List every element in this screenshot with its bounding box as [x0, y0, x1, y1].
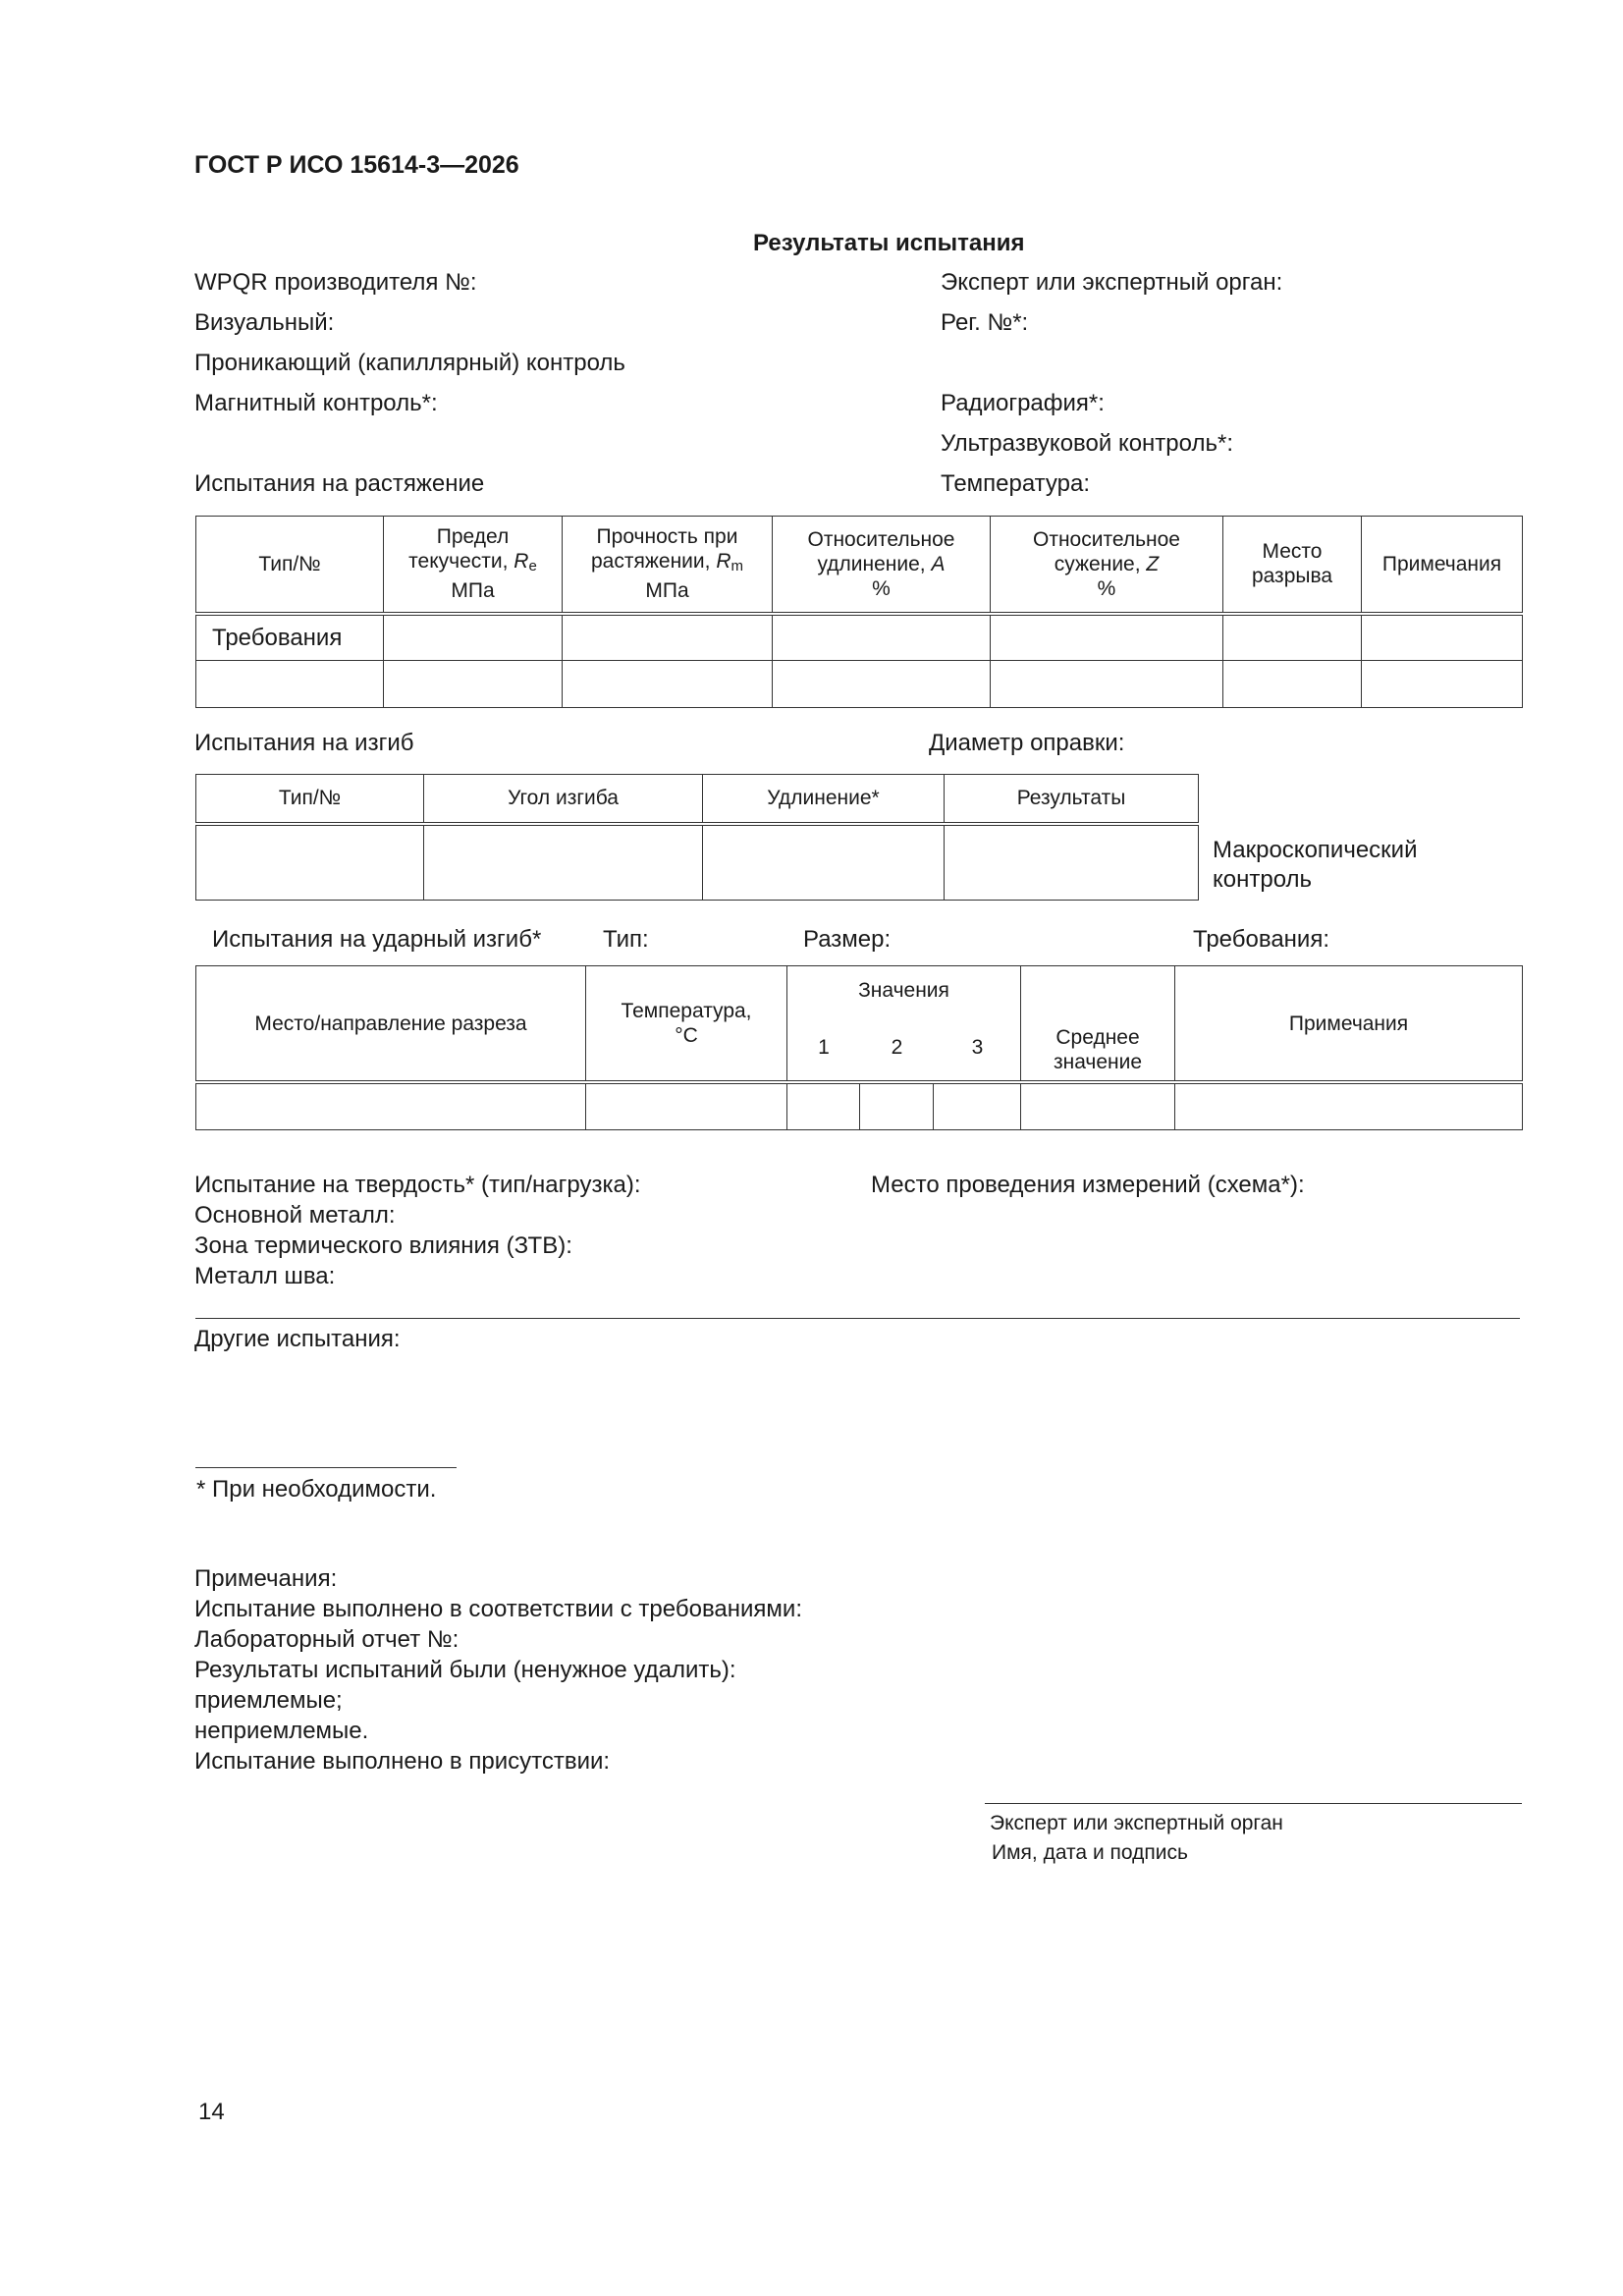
- impact-size-label: Размер:: [803, 926, 892, 953]
- table-cell[interactable]: [773, 661, 991, 708]
- section-divider: [195, 1318, 1520, 1319]
- impact-type-label: Тип:: [603, 926, 649, 953]
- bend-data-row: [196, 824, 1199, 901]
- footnote-text: * При необходимости.: [196, 1476, 437, 1503]
- impact-header-location: Место/направление разреза: [196, 966, 586, 1083]
- radiography-field-label: Радиография*:: [941, 390, 1105, 416]
- table-cell[interactable]: [196, 1082, 586, 1129]
- impact-header-average: Среднее значение: [1021, 966, 1175, 1083]
- impact-section-title: Испытания на ударный изгиб*: [212, 926, 542, 953]
- tensile-test-table: [195, 516, 1523, 708]
- ultrasonic-field-label: Ультразвуковой контроль*:: [941, 430, 1233, 457]
- macro-control-label: Макроскопический контроль: [1213, 837, 1418, 893]
- bend-section-title: Испытания на изгиб: [194, 730, 414, 756]
- table-cell[interactable]: [773, 614, 991, 661]
- signature-caption-name: Имя, дата и подпись: [992, 1841, 1188, 1864]
- impact-test-table: [195, 965, 1523, 1130]
- impact-data-row: [196, 1082, 1523, 1129]
- tensile-header-strength: Прочность при растяжении, $R_m$ МПа: [563, 517, 773, 614]
- impact-requirements-label: Требования:: [1193, 926, 1329, 953]
- value-1-label: 1: [818, 1036, 830, 1059]
- other-tests-label: Другие испытания:: [194, 1326, 401, 1352]
- table-cell[interactable]: [1021, 1082, 1175, 1129]
- table-cell[interactable]: [196, 824, 424, 901]
- hardness-section-title: Испытание на твердость* (тип/нагрузка):: [194, 1172, 641, 1198]
- table-cell[interactable]: [1223, 614, 1362, 661]
- tensile-header-type: Тип/№: [196, 517, 384, 614]
- result-unacceptable: неприемлемые.: [194, 1718, 369, 1744]
- notes-label: Примечания:: [194, 1565, 338, 1592]
- penetrant-field-label: Проникающий (капиллярный) контроль: [194, 350, 625, 376]
- signature-caption-expert: Эксперт или экспертный орган: [990, 1812, 1283, 1834]
- tensile-data-row: [196, 661, 1523, 708]
- bend-test-table: [195, 774, 1199, 901]
- table-cell[interactable]: [563, 661, 773, 708]
- table-cell[interactable]: [384, 614, 563, 661]
- bend-header-elongation: Удлинение*: [703, 775, 945, 824]
- page-title: Результаты испытания: [753, 230, 1025, 256]
- temperature-field-label: Температура:: [941, 470, 1091, 497]
- table-cell[interactable]: [934, 1082, 1021, 1129]
- results-label: Результаты испытаний были (ненужное удалить):: [194, 1657, 736, 1683]
- table-cell[interactable]: [860, 1082, 934, 1129]
- tensile-requirements-row: [196, 614, 1523, 661]
- table-cell[interactable]: [945, 824, 1199, 901]
- bend-header-type: Тип/№: [196, 775, 424, 824]
- signature-line: [985, 1803, 1522, 1804]
- table-cell[interactable]: [424, 824, 703, 901]
- base-metal-label: Основной металл:: [194, 1202, 396, 1229]
- tensile-header-yield: Предел текучести, $R_e$ МПа: [384, 517, 563, 614]
- table-cell[interactable]: [196, 661, 384, 708]
- page-number: 14: [198, 2099, 225, 2125]
- impact-header-temperature: Температура, °C: [586, 966, 787, 1083]
- visual-field-label: Визуальный:: [194, 309, 335, 336]
- table-cell[interactable]: [1175, 1082, 1523, 1129]
- tensile-section-title: Испытания на растяжение: [194, 470, 485, 497]
- reg-field-label: Рег. №*:: [941, 309, 1029, 336]
- value-3-label: 3: [971, 1036, 984, 1059]
- table-cell[interactable]: [384, 661, 563, 708]
- tensile-header-notes: Примечания: [1362, 517, 1523, 614]
- hardness-location-label: Место проведения измерений (схема*):: [871, 1172, 1305, 1198]
- magnetic-field-label: Магнитный контроль*:: [194, 390, 438, 416]
- table-cell[interactable]: [703, 824, 945, 901]
- table-cell[interactable]: [1362, 661, 1523, 708]
- impact-header-notes: Примечания: [1175, 966, 1523, 1083]
- tensile-header-fracture: Место разрыва: [1223, 517, 1362, 614]
- witness-label: Испытание выполнено в присутствии:: [194, 1748, 611, 1775]
- notes-requirements-line: Испытание выполнено в соответствии с требованиями:: [194, 1596, 802, 1622]
- expert-field-label: Эксперт или экспертный орган:: [941, 269, 1283, 296]
- table-cell[interactable]: [787, 1082, 860, 1129]
- haz-label: Зона термического влияния (ЗТВ):: [194, 1232, 572, 1259]
- value-2-label: 2: [891, 1036, 903, 1059]
- tensile-header-elongation: Относительное удлинение, A %: [773, 517, 991, 614]
- table-cell[interactable]: [586, 1082, 787, 1129]
- weld-metal-label: Металл шва:: [194, 1263, 336, 1289]
- table-cell[interactable]: [1223, 661, 1362, 708]
- document-standard-header: ГОСТ Р ИСО 15614-3—2026: [194, 151, 519, 179]
- wpqr-field-label: WPQR производителя №:: [194, 269, 477, 296]
- bend-header-results: Результаты: [945, 775, 1199, 824]
- table-cell[interactable]: [991, 661, 1223, 708]
- table-cell[interactable]: [563, 614, 773, 661]
- bend-header-angle: Угол изгиба: [424, 775, 703, 824]
- footnote-rule: [195, 1467, 457, 1468]
- tensile-requirements-label: Требования: [196, 614, 384, 661]
- table-cell[interactable]: [991, 614, 1223, 661]
- table-cell[interactable]: [1362, 614, 1523, 661]
- mandrel-diameter-label: Диаметр оправки:: [929, 730, 1125, 756]
- result-acceptable: приемлемые;: [194, 1687, 343, 1714]
- impact-header-values: [787, 966, 1021, 1083]
- values-group-label: Значения: [858, 979, 949, 1002]
- lab-report-label: Лабораторный отчет №:: [194, 1626, 460, 1653]
- tensile-header-reduction: Относительное сужение, Z %: [991, 517, 1223, 614]
